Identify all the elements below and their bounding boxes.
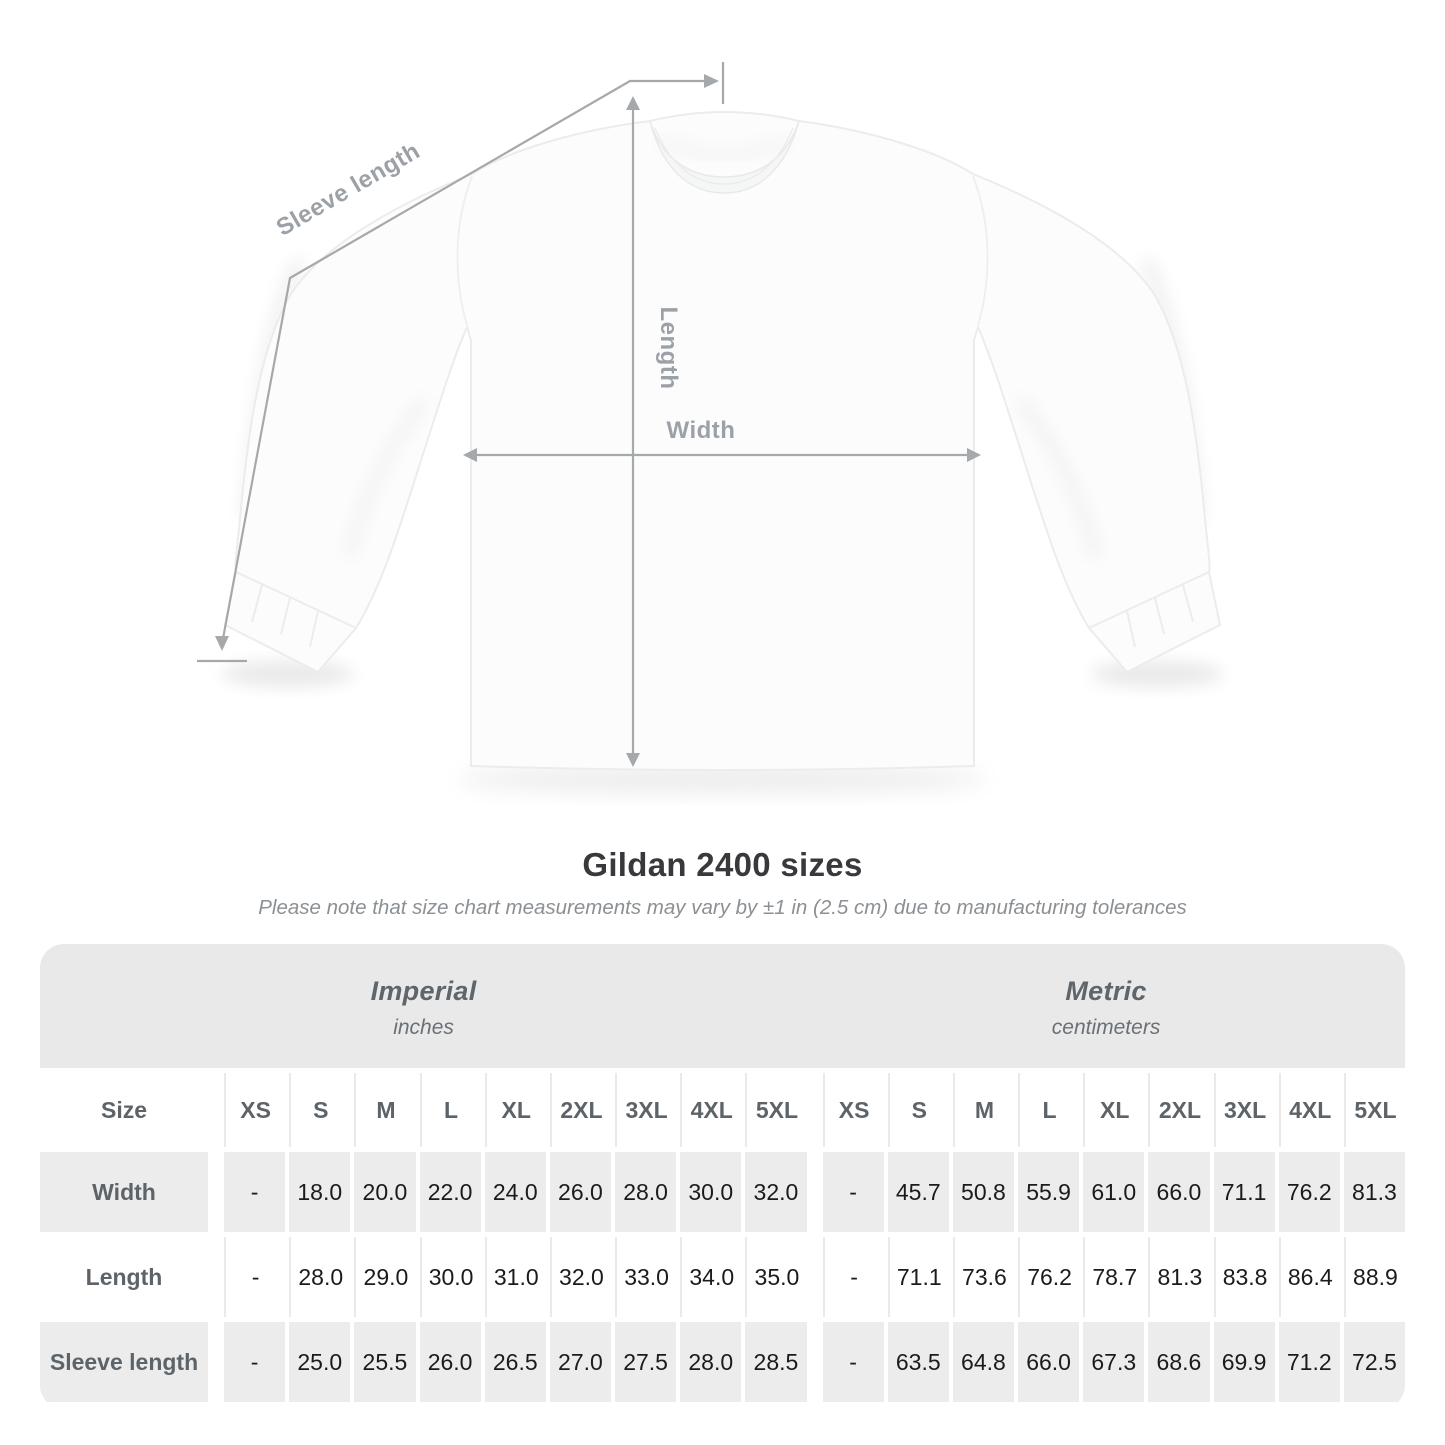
value-cell: 68.6 xyxy=(1148,1322,1209,1402)
value-cell: 25.5 xyxy=(354,1322,415,1402)
value-cell: 55.9 xyxy=(1018,1152,1079,1232)
size-header: 5XL xyxy=(1344,1073,1405,1147)
value-cell: 71.1 xyxy=(888,1237,949,1317)
value-cell: 28.0 xyxy=(289,1237,350,1317)
size-header: 2XL xyxy=(1148,1073,1209,1147)
value-cell: 35.0 xyxy=(745,1237,806,1317)
column-gap xyxy=(212,1073,220,1147)
value-cell: - xyxy=(823,1237,884,1317)
column-gap xyxy=(811,1073,819,1147)
metric-label: Metric xyxy=(1065,976,1147,1006)
size-header: M xyxy=(953,1073,1014,1147)
value-cell: 28.0 xyxy=(615,1152,676,1232)
page-subtitle: Please note that size chart measurements may vary by ±1 in (2.5 cm) due to manufacturing tolerances xyxy=(258,896,1187,919)
value-cell: 64.8 xyxy=(953,1322,1014,1402)
value-cell: 86.4 xyxy=(1279,1237,1340,1317)
value-cell: 81.3 xyxy=(1148,1237,1209,1317)
size-header: 4XL xyxy=(680,1073,741,1147)
value-cell: 67.3 xyxy=(1083,1322,1144,1402)
row-label-width: Width xyxy=(40,1152,208,1232)
value-cell: 25.0 xyxy=(289,1322,350,1402)
value-cell: - xyxy=(224,1152,285,1232)
row-label-sleeve-length: Sleeve length xyxy=(40,1322,208,1402)
column-gap xyxy=(811,1237,819,1317)
value-cell: 26.0 xyxy=(550,1152,611,1232)
value-cell: 27.0 xyxy=(550,1322,611,1402)
size-header: 3XL xyxy=(615,1073,676,1147)
value-cell: 61.0 xyxy=(1083,1152,1144,1232)
unit-group-imperial xyxy=(40,944,807,1068)
value-cell: - xyxy=(823,1152,884,1232)
value-cell: 30.0 xyxy=(420,1237,481,1317)
value-cell: 81.3 xyxy=(1344,1152,1405,1232)
value-cell: 88.9 xyxy=(1344,1237,1405,1317)
value-cell: 76.2 xyxy=(1279,1152,1340,1232)
column-gap xyxy=(212,1152,220,1232)
size-header: 5XL xyxy=(745,1073,806,1147)
value-cell: 27.5 xyxy=(615,1322,676,1402)
value-cell: 71.2 xyxy=(1279,1322,1340,1402)
width-label: Width xyxy=(666,417,736,444)
value-cell: 71.1 xyxy=(1214,1152,1275,1232)
value-cell: 22.0 xyxy=(420,1152,481,1232)
value-cell: - xyxy=(224,1322,285,1402)
value-cell: 31.0 xyxy=(485,1237,546,1317)
value-cell: 72.5 xyxy=(1344,1322,1405,1402)
unit-group-metric xyxy=(807,944,1405,1068)
size-header: S xyxy=(888,1073,949,1147)
value-cell: 20.0 xyxy=(354,1152,415,1232)
unit-group-header-band xyxy=(40,944,1405,1068)
value-cell: 66.0 xyxy=(1018,1322,1079,1402)
size-chart-card xyxy=(40,944,1405,1409)
column-gap xyxy=(811,1322,819,1402)
value-cell: 69.9 xyxy=(1214,1322,1275,1402)
size-header: 3XL xyxy=(1214,1073,1275,1147)
column-gap xyxy=(811,1152,819,1232)
value-cell: 66.0 xyxy=(1148,1152,1209,1232)
size-table xyxy=(40,1068,1405,1409)
value-cell: 30.0 xyxy=(680,1152,741,1232)
value-cell: 45.7 xyxy=(888,1152,949,1232)
size-header: 4XL xyxy=(1279,1073,1340,1147)
size-header: XS xyxy=(224,1073,285,1147)
value-cell: 33.0 xyxy=(615,1237,676,1317)
value-cell: 73.6 xyxy=(953,1237,1014,1317)
value-cell: 26.0 xyxy=(420,1322,481,1402)
imperial-label: Imperial xyxy=(370,976,477,1006)
size-header: XL xyxy=(1083,1073,1144,1147)
column-gap xyxy=(212,1322,220,1402)
value-cell: 28.5 xyxy=(745,1322,806,1402)
chart-title-block xyxy=(0,846,1445,920)
value-cell: 28.0 xyxy=(680,1322,741,1402)
row-label-length: Length xyxy=(40,1237,208,1317)
value-cell: 78.7 xyxy=(1083,1237,1144,1317)
imperial-unit: inches xyxy=(393,1016,454,1039)
value-cell: - xyxy=(823,1322,884,1402)
column-gap xyxy=(212,1237,220,1317)
size-header: L xyxy=(420,1073,481,1147)
length-label: Length xyxy=(655,306,682,390)
value-cell: 83.8 xyxy=(1214,1237,1275,1317)
size-column-header: Size xyxy=(40,1073,208,1147)
size-header: 2XL xyxy=(550,1073,611,1147)
value-cell: - xyxy=(224,1237,285,1317)
value-cell: 63.5 xyxy=(888,1322,949,1402)
size-header: S xyxy=(289,1073,350,1147)
size-header: M xyxy=(354,1073,415,1147)
value-cell: 26.5 xyxy=(485,1322,546,1402)
value-cell: 32.0 xyxy=(745,1152,806,1232)
page-title: Gildan 2400 sizes xyxy=(582,846,863,883)
size-header: XS xyxy=(823,1073,884,1147)
metric-unit: centimeters xyxy=(1051,1016,1161,1039)
size-header: L xyxy=(1018,1073,1079,1147)
size-header: XL xyxy=(485,1073,546,1147)
value-cell: 76.2 xyxy=(1018,1237,1079,1317)
value-cell: 50.8 xyxy=(953,1152,1014,1232)
value-cell: 32.0 xyxy=(550,1237,611,1317)
value-cell: 18.0 xyxy=(289,1152,350,1232)
value-cell: 24.0 xyxy=(485,1152,546,1232)
sleeve-length-label: Sleeve length xyxy=(271,137,425,242)
value-cell: 34.0 xyxy=(680,1237,741,1317)
value-cell: 29.0 xyxy=(354,1237,415,1317)
